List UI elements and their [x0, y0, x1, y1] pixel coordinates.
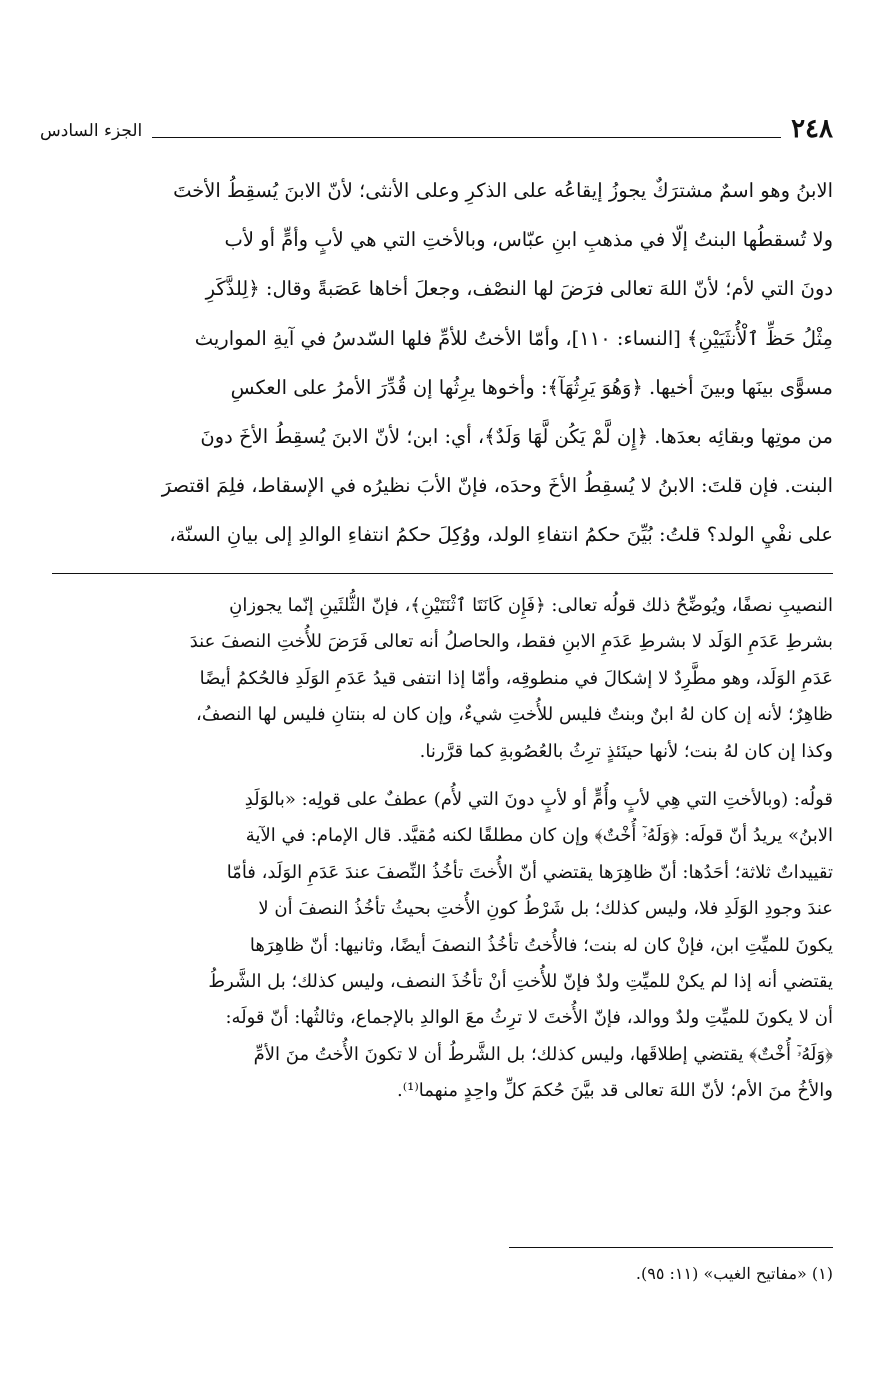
commentary-line: ظاهِرٌ؛ لأنه إن كان لهُ ابنٌ وبنتٌ فليس للأُختِ شيءٌ، وإن كان له بنتانِ فليس لها النصفُ،: [196, 704, 833, 726]
main-text-line: البنت. فإن قلتَ: الابنُ لا يُسقِطُ الأخَ وحدَه، فإنّ الأبَ نظيرُه في الإسقاط، فلِمَ اقتصرَ: [161, 474, 833, 498]
main-text-line: من موتِها وبقائِه بعدَها. ﴿إِن لَّمْ يَكُن لَّهَا وَلَدٌ﴾، أي: ابن؛ لأنّ الابنَ يُسقِطُ الأخَ دونَ: [200, 424, 833, 448]
main-text-line: ولا تُسقطُها البنتُ إلّا في مذهبِ ابنِ عبّاس، وبالأختِ التي هي لأبٍ وأمٍّ أو لأب: [224, 228, 833, 252]
running-head: [40, 106, 833, 142]
commentary-line: النصيبِ نصفًا، ويُوضِّحُ ذلك قولُه تعالى: ﴿فَإِن كَانَتَا ٱثْنَتَيْنِ﴾، فإنّ الثُّلثَينِ إنّما يجوزانِ: [229, 595, 833, 616]
commentary-line: بشرطِ عَدَمِ الوَلَد لا بشرطِ عَدَمِ الابنِ فقط، والحاصلُ أنه تعالى فَرَضَ للأُختِ النصفَ عندَ: [189, 631, 833, 653]
header-rule: [152, 137, 781, 138]
commentary-line: يكونَ للميِّتِ ابن، فإنْ كان له بنت؛ فالأُختُ تأخُذُ النصفَ أيضًا، وثانيها: أنّ ظاهِرَها: [249, 934, 833, 956]
part-title: الجزء السادس: [40, 121, 143, 141]
main-text-line: مِثْلُ حَظِّ ٱلْأُنثَيَيْنِ﴾ [النساء: ١١٠]، وأمّا الأختُ للأمِّ فلها السّدسُ في آيةِ المواريث: [194, 326, 833, 350]
commentary-line: والأخُ منَ الأم؛ لأنّ اللهَ تعالى قد بيَّنَ حُكمَ كلِّ واحِدٍ منهما⁽¹⁾.: [396, 1080, 833, 1102]
commentary-line: يقتضي أنه إذا لم يكنْ للميِّتِ ولدٌ فإنّ للأُختِ أنْ تأخُذَ النصف، وليس كذلك؛ بل الشَّرطُ: [208, 970, 833, 992]
commentary-line: قولُه: (وبالأختِ التي هِي لأبٍ وأُمٍّ أو لأبٍ دونَ التي لأُم) عطفٌ على قولِه: «بالوَلَدِ: [244, 788, 833, 810]
commentary-line: تقييداتٌ ثلاثة؛ أحَدُها: أنّ ظاهِرَها يقتضي أنّ الأُختَ تأخُذُ النِّصفَ عندَ عَدَمِ الوَلَد، فأمّا: [226, 861, 833, 883]
main-text-line: الابنُ وهو اسمٌ مشترَكٌ يجوزُ إيقاعُه على الذكرِ وعلى الأنثى؛ لأنّ الابنَ يُسقِطُ الأختَ: [173, 179, 833, 202]
commentary-line: الابنُ» يريدُ أنّ قولَه: ﴿وَلَهُۥٓ أُخْتٌ﴾ وإن كان مطلقًا لكنه مُقيَّد. قال الإمام: في الآية: [245, 825, 833, 847]
footnote-text: (١) «مفاتيح الغيب» (١١: ٩٥).: [635, 1264, 833, 1283]
main-text-line: مسوًّى بينَها وبينَ أخيها. ﴿وَهُوَ يَرِثُهَآ﴾: وأخوها يرِثُها إن قُدِّرَ الأمرُ على العكسِ: [230, 375, 833, 399]
commentary-paragraph-2: [48, 782, 833, 1110]
footnote-rule: [509, 1247, 833, 1248]
commentary-line: أن لا يكونَ للميِّتِ ولدٌ ووالد، فإنّ الأُختَ لا ترِثُ معَ الوالدِ بالإجماع، وثالثُها: أنّ قولَه:: [225, 1007, 833, 1029]
commentary-line: ﴿وَلَهُۥٓ أُخْتٌ﴾ يقتضي إطلاقَها، وليس كذلك؛ بل الشَّرطُ أن لا تكونَ الأُختُ منَ الأمِّ: [253, 1043, 833, 1065]
main-text-block: [48, 166, 833, 560]
commentary-paragraph-1: [48, 588, 833, 770]
commentary-line: وكذا إن كان لهُ بنت؛ لأنها حينَئذٍ ترِثُ بالعُصُوبةِ كما قرَّرنا.: [419, 740, 833, 762]
footnote: [48, 1262, 833, 1286]
main-commentary-separator: [52, 573, 833, 574]
commentary-block: [48, 588, 833, 1109]
page-number: ٢٤٨: [791, 114, 833, 144]
main-text-line: دونَ التي لأم؛ لأنّ اللهَ تعالى فرَضَ لها النصْف، وجعلَ أخاها عَصَبةً وقال: ﴿لِلذَّكَرِ: [205, 277, 833, 301]
commentary-line: عَدَمِ الوَلَد، وهو مطَّرِدٌ لا إشكالَ في منطوقِه، وأمّا إذا انتفى قيدُ عَدَمِ الوَلَدِ فالحُكمُ أيضًا: [199, 667, 833, 689]
main-text-line: على نفْيِ الولد؟ قلتُ: بُيِّنَ حكمُ انتفاءِ الولد، ووُكِلَ حكمُ انتفاءِ الوالدِ إلى بيانِ السنّة،: [169, 523, 833, 547]
commentary-line: عندَ وجودِ الوَلَدِ فلا، وليس كذلك؛ بل شَرْطُ كونِ الأُختِ بحيثُ تأخُذُ النصفَ أن لا: [258, 898, 833, 920]
